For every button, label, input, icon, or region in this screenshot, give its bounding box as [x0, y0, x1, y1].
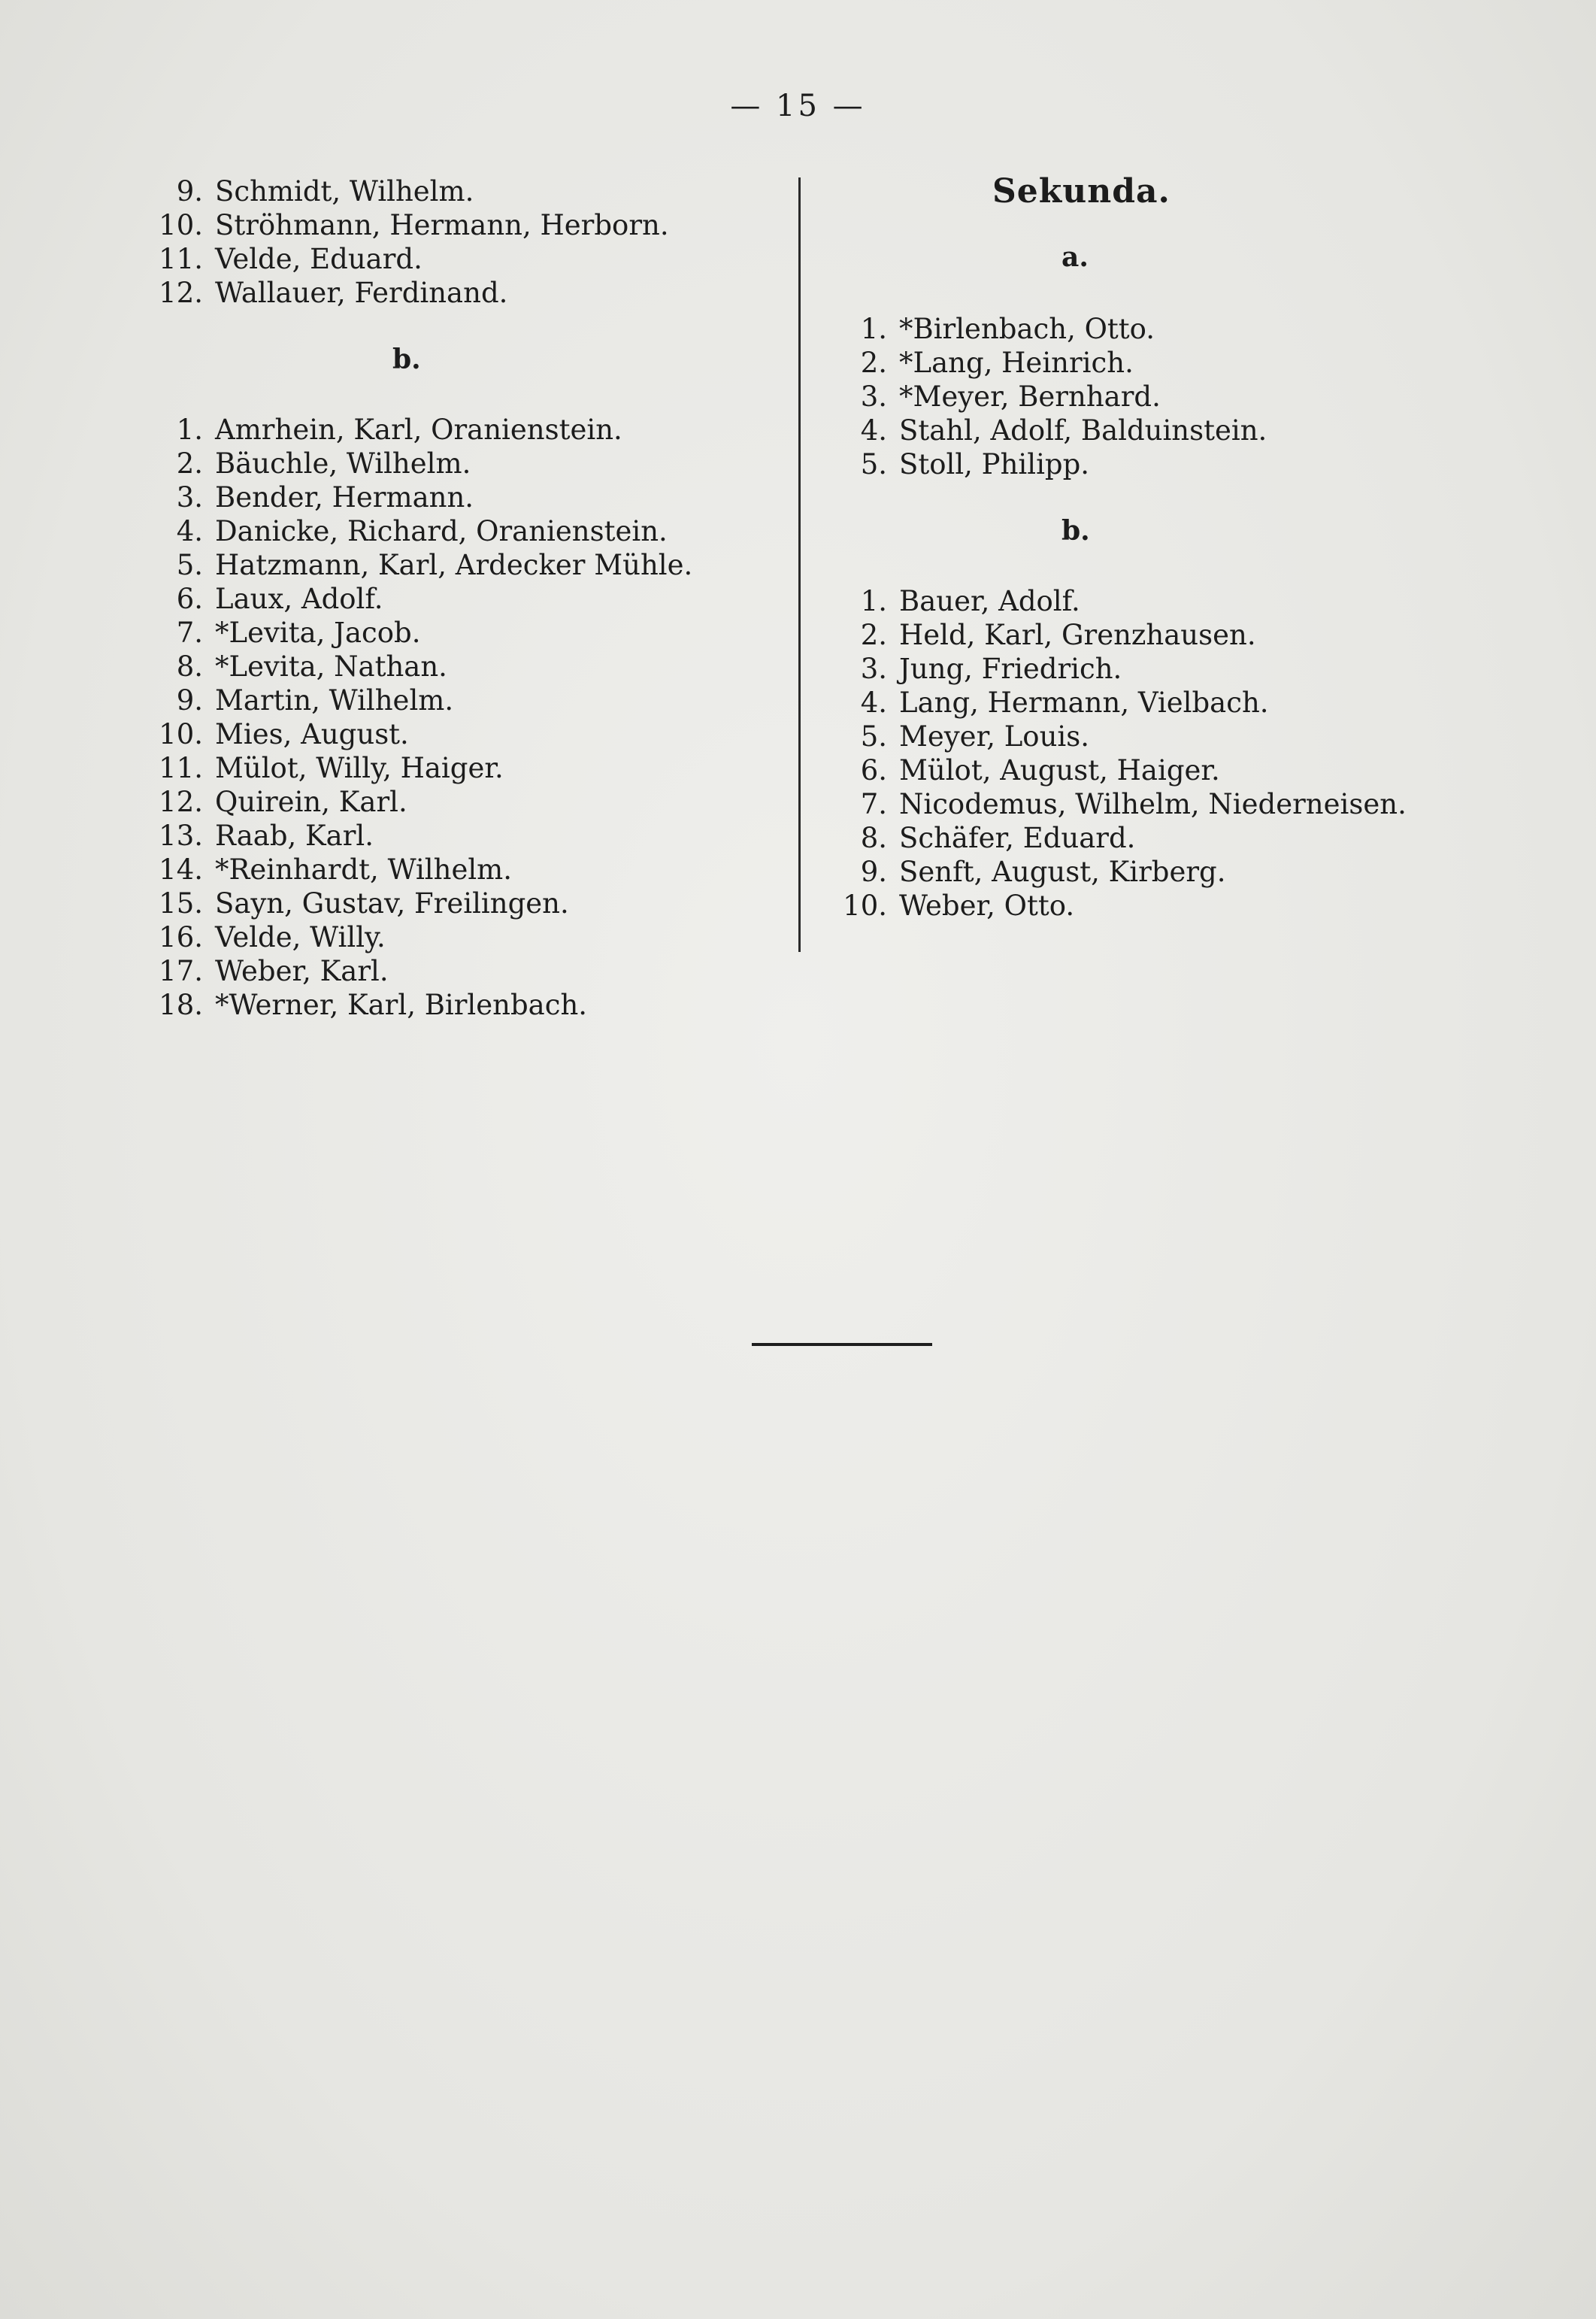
list-item [158, 413, 782, 447]
list-item [842, 346, 1443, 380]
list-item [158, 785, 782, 819]
left-group-b [158, 413, 782, 1022]
list-item [842, 312, 1443, 346]
entry-name: *Lang, Heinrich. [899, 347, 1134, 379]
list-item [158, 174, 782, 208]
entry-number: 5. [176, 549, 203, 581]
entry-name: Hatzmann, Karl, Ardecker Mühle. [215, 549, 693, 581]
entry-name: Danicke, Richard, Oranienstein. [215, 515, 668, 547]
entry-number: 2. [176, 447, 203, 480]
list-item [158, 616, 782, 650]
right-group-b [842, 584, 1443, 923]
entry-name: *Reinhardt, Wilhelm. [215, 853, 513, 886]
entry-name: Weber, Karl. [215, 955, 389, 987]
entry-number: 13. [159, 820, 203, 852]
entry-name: Jung, Friedrich. [899, 653, 1122, 685]
entry-name: Sayn, Gustav, Freilingen. [215, 887, 569, 920]
entry-number: 10. [159, 718, 203, 750]
entry-name: Velde, Willy. [215, 921, 386, 953]
entry-number: 11. [159, 243, 203, 275]
entry-number: 18. [159, 989, 203, 1021]
page-number: — 15 — [730, 89, 866, 123]
entry-name: Bauer, Adolf. [899, 585, 1080, 617]
list-item [842, 889, 1443, 923]
entry-name: Bender, Hermann. [215, 481, 474, 514]
list-item [158, 514, 782, 548]
horizontal-rule [752, 1343, 932, 1346]
entry-number: 2. [860, 619, 887, 651]
entry-number: 5. [860, 720, 887, 753]
list-item [842, 787, 1443, 821]
entry-name: Wallauer, Ferdinand. [215, 277, 508, 309]
list-item [158, 887, 782, 920]
list-item [842, 686, 1443, 720]
entry-name: *Levita, Nathan. [215, 650, 447, 683]
list-item [158, 480, 782, 514]
list-item [842, 855, 1443, 889]
entry-number: 8. [176, 650, 203, 683]
entry-number: 7. [860, 788, 887, 820]
left-group-b-heading: b. [392, 344, 421, 375]
entry-number: 10. [843, 890, 887, 922]
list-item [158, 447, 782, 480]
entry-number: 12. [159, 786, 203, 818]
entry-name: Laux, Adolf. [215, 583, 383, 615]
list-item [842, 584, 1443, 618]
right-group-a-heading: a. [1061, 241, 1089, 273]
entry-number: 9. [860, 856, 887, 888]
list-item [158, 819, 782, 853]
left-group-a [158, 174, 782, 310]
entry-number: 14. [159, 853, 203, 886]
list-item [842, 821, 1443, 855]
entry-number: 3. [860, 653, 887, 685]
entry-name: *Werner, Karl, Birlenbach. [215, 989, 588, 1021]
list-item [842, 652, 1443, 686]
entry-number: 3. [176, 481, 203, 514]
entry-number: 9. [176, 684, 203, 717]
entry-number: 8. [860, 822, 887, 854]
list-item [158, 684, 782, 717]
list-item [842, 753, 1443, 787]
entry-number: 17. [159, 955, 203, 987]
list-item [158, 276, 782, 310]
entry-number: 9. [176, 175, 203, 208]
list-item [158, 650, 782, 684]
entry-name: Meyer, Louis. [899, 720, 1089, 753]
entry-number: 7. [176, 617, 203, 649]
entry-number: 12. [159, 277, 203, 309]
entry-name: Held, Karl, Grenzhausen. [899, 619, 1256, 651]
list-item [158, 751, 782, 785]
entry-number: 10. [159, 209, 203, 241]
entry-name: Weber, Otto. [899, 890, 1075, 922]
entry-name: Amrhein, Karl, Oranienstein. [215, 414, 622, 446]
entry-name: Lang, Hermann, Vielbach. [899, 687, 1269, 719]
entry-number: 11. [159, 752, 203, 784]
list-item [158, 548, 782, 582]
entry-number: 4. [176, 515, 203, 547]
list-item [842, 720, 1443, 753]
right-group-a [842, 312, 1443, 481]
entry-name: *Birlenbach, Otto. [899, 313, 1155, 345]
entry-number: 15. [159, 887, 203, 920]
entry-name: Stahl, Adolf, Balduinstein. [899, 414, 1267, 447]
entry-name: Schmidt, Wilhelm. [215, 175, 474, 208]
entry-name: Nicodemus, Wilhelm, Niederneisen. [899, 788, 1407, 820]
entry-number: 6. [860, 754, 887, 787]
section-title: Sekunda. [992, 172, 1171, 211]
entry-name: Velde, Eduard. [215, 243, 422, 275]
entry-name: Schäfer, Eduard. [899, 822, 1136, 854]
entry-name: Senft, August, Kirberg. [899, 856, 1226, 888]
entry-number: 4. [860, 687, 887, 719]
entry-number: 1. [860, 313, 887, 345]
column-divider [798, 177, 801, 952]
entry-name: Martin, Wilhelm. [215, 684, 454, 717]
entry-name: Stoll, Philipp. [899, 448, 1090, 480]
entry-number: 5. [860, 448, 887, 480]
list-item [842, 380, 1443, 414]
entry-name: Mies, August. [215, 718, 409, 750]
entry-number: 4. [860, 414, 887, 447]
list-item [842, 414, 1443, 447]
entry-name: Mülot, Willy, Haiger. [215, 752, 504, 784]
entry-name: Raab, Karl. [215, 820, 374, 852]
entry-number: 2. [860, 347, 887, 379]
left-column [158, 174, 782, 1022]
list-item [158, 920, 782, 954]
list-item [842, 447, 1443, 481]
list-item [158, 954, 782, 988]
list-item [158, 208, 782, 242]
list-item [158, 988, 782, 1022]
list-item [158, 582, 782, 616]
entry-name: Mülot, August, Haiger. [899, 754, 1220, 787]
list-item [158, 853, 782, 887]
right-group-b-heading: b. [1061, 515, 1090, 547]
entry-name: Bäuchle, Wilhelm. [215, 447, 471, 480]
list-item [158, 717, 782, 751]
entry-number: 3. [860, 380, 887, 413]
entry-number: 16. [159, 921, 203, 953]
entry-name: Ströhmann, Hermann, Herborn. [215, 209, 669, 241]
list-item [158, 242, 782, 276]
entry-name: *Meyer, Bernhard. [899, 380, 1161, 413]
entry-number: 1. [860, 585, 887, 617]
right-column [842, 174, 1443, 923]
entry-name: Quirein, Karl. [215, 786, 407, 818]
entry-number: 1. [176, 414, 203, 446]
entry-name: *Levita, Jacob. [215, 617, 421, 649]
entry-number: 6. [176, 583, 203, 615]
list-item [842, 618, 1443, 652]
